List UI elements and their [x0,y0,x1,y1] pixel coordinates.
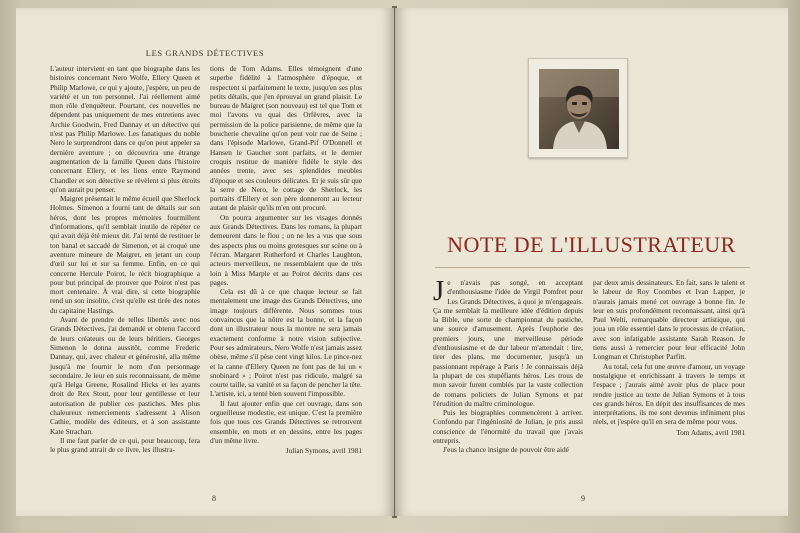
portrait-photo [528,58,628,158]
left-column-1 [50,64,200,454]
paragraph [433,275,583,408]
paragraph: Il faut ajouter enfin que cet ouvrage, dans son orgueilleuse modestie, est unique. C'est la première fois que tous ces Grands Détectives se retrouvent ensemble, en mots et en dessins, entre les pages d'un même livre. [210,398,362,445]
author-signature: Julian Symons, avril 1981 [285,446,362,456]
right-column-2 [593,278,745,437]
paragraph: Cela est dû à ce que chaque lecteur se fait mentalement une image des Grands Détectives, une image toujours différente. Nous sommes tous convaincus que la nôtre est la bonne, et la façon dont un illustrateur nous la montre ne sera jamais exactement conforme à notre vision subjective. Pour ses admirateurs, Nero Wolfe n'est jamais assez obèse, même s'il pèse cent vingt kilos. Le pince-nez et la canne d'Ellery Queen ne font pas de lui un « snobinard » ; Poirot n'est pas ridicule, malgré sa courte taille, sa vanité et sa façon de pencher la tête. L'artiste, ici, a tenté bien souvent l'impossible. [210,287,362,399]
page-number: 8 [212,494,216,503]
portrait-image [539,69,619,149]
left-column-2 [210,64,362,455]
drop-cap: J [433,275,445,307]
paragraph: Au total, cela fut une œuvre d'amour, un voyage nostalgique et enrichissant à travers le temps et l'espace ; j'aurais aimé avoir plus de place pour rendre justice au texte de Julian Symons et à tous ces grands héros. En dépit des insuffisances de mes interprétations, ils me sont devenus infiniment plus réels, et j'espère qu'il en sera de même pour vous. [593,361,745,427]
page-number: 9 [581,494,585,503]
paragraph: Puis les biographies commencèrent à arriver. Confondu par l'ingéniosité de Julian, je pris aussi conscience de l'énormité du travail que j'avais entrepris. [433,408,583,446]
paragraph: Il me faut parler de ce qui, pour beaucoup, fera le plus grand attrait de ce livre, les illustra- [50,435,200,455]
paragraph: Maigret présentait le même écueil que Sherlock Holmes. Simenon a fourni tant de détails sur son héros, dont les propres mémoires fourmillent d'informations, qu'il semblait inutile de répéter ce qui avait déjà été mieux dit. J'ai tenté de restituer le ton banal et saccadé de Simenon, et ai croqué une aventure mineure de Maigret, en jetant un coup d'œil sur lui et sur sa femme. Enfin, en ce qui concerne Hercule Poirot, le récit biographique a pour but principal de prouver que Poirot n'est pas mort centenaire. À vrai dire, si cette biographie rend un son insolite, c'est qu'elle est tirée des notes du capitaine Hastings. [50,194,200,315]
paragraph: Avant de prendre de telles libertés avec nos Grands Détectives, j'ai demandé et obtenu l'accord de leurs créateurs ou de leurs héritiers. Georges Simenon le donna aussitôt, comme Frederic Dannay, qui, avec chaleur et générosité, alla même jusqu'à me fournir le nom d'un personnage secondaire. Je leur en suis reconnaissant, de même qu'à Helga Greene, Rosalind Hicks et les ayants droit de Rex Stout, pour leur gentillesse et leur autorisation de publier ces pastiches. Mes plus chaleureux remerciements s'adressent à Alison Cathie, modèle des éditeurs, et à son assistante Kate Strachan. [50,315,200,436]
paragraph: On pourra argumenter sur les visages donnés aux Grands Détectives. Dans les romans, la plupart demeurent dans le flou ; on ne les a vus que sous des aspects plus ou moins grotesques sur scène ou à l'écran. Margaret Rutherford et Charles Laughton, acteurs merveilleux, ne ressemblaient que de très loin à Miss Marple et au Poirot décrits dans ces pages. [210,212,362,287]
paragraph: par deux amis dessinateurs. En fait, sans le talent et le labeur de Roy Coombes et Ivan Lapper, je n'aurais jamais mené cet ouvrage à bonne fin. Je leur en suis profondément reconnaissant, ainsi qu'à Paul Welti, remarquable directeur artistique, qui joua un rôle essentiel dans le processus de création, avec son infatigable assistante Sarah Reason. Je tiens aussi à remercier pour leur efficacité John Longman et Christopher Parfitt. [593,278,745,362]
illustrator-signature: Tom Adams, avril 1981 [676,427,745,437]
right-column-1 [433,275,583,455]
paragraph-text: e n'avais pas songé, en acceptant d'enthousiasme l'idée de Virgil Pomfret pour Les Grands Détectives, à quoi je m'engageais. Ça me semblait la meilleure idée d'édition depuis la Bible, une sorte de championnat du pastiche, une source d'amusement. Après l'euphorie des premiers jours, une merveilleuse période d'enthousiasme et de dur labeur m'attendait : lire, tirer des plans, me documenter, jusqu'à un passionnant repérage à Paris ! Je connaissais déjà la plupart de ces stupéfiants héros. Les trous de mon savoir furent comblés par la vaste collection de romans policiers de Julian Symons et par l'érudition du maître criminologue. [433,278,583,408]
title-rule [435,267,750,268]
paragraph: L'auteur intervient en tant que biographe dans les histoires concernant Nero Wolfe, Ellery Queen et Philip Marlowe, ce qui y ajoute, j'espère, un peu de variété et un ton personnel. J'ai réellement aimé mon rôle d'enquêteur. Pourtant, ces nouvelles ne dépendent pas uniquement de mes entretiens avec Archie Goodwin, Fred Dannay et un détective qui n'est pas Philip Marlowe. Les fanatiques du noble Nero le surprendront dans ce qu'on peut appeler sa dernière aventure ; on découvrira une étrange augmentation de la famille Queen dans l'histoire concernant Ellery, et les liens entre Raymond Chandler et son détective se révèlent si plus étroits qu'on aurait pu penser. [50,64,200,194]
left-page [16,8,394,516]
section-title: NOTE DE L'ILLUSTRATEUR [447,232,736,257]
paragraph: J'eus la chance insigne de pouvoir être aidé [443,445,569,455]
running-head: LES GRANDS DÉTECTIVES [145,48,265,58]
paragraph: tions de Tom Adams. Elles témoignent d'une superbe fidélité à l'atmosphère d'époque, et respectent si parfaitement le texte, jusqu'en ses plus petits détails, que j'en éprouvai un grand plaisir. Le bureau de Maigret (son nouveau) est tel que Tom et moi l'avons vu quai des Orfèvres, avec la permission de la police parisienne, de même que la boucherie chevaline qu'on peut voir rue de Seine ; dans l'épisode Marlowe, Grand-Pif O'Donnell et Hansen le Gaucher sont parfaits, et le dernier croquis restitue de manière fidèle le style des années trente, avec ses splendides meubles d'époque et ses couleurs délicates. Et je suis sûr que la serre de Nero, le cottage de Sherlock, les portraits d'Ellery et son père donneront au lecteur autant de plaisir qu'ils m'en ont procuré. [210,64,362,213]
right-page [395,8,788,516]
